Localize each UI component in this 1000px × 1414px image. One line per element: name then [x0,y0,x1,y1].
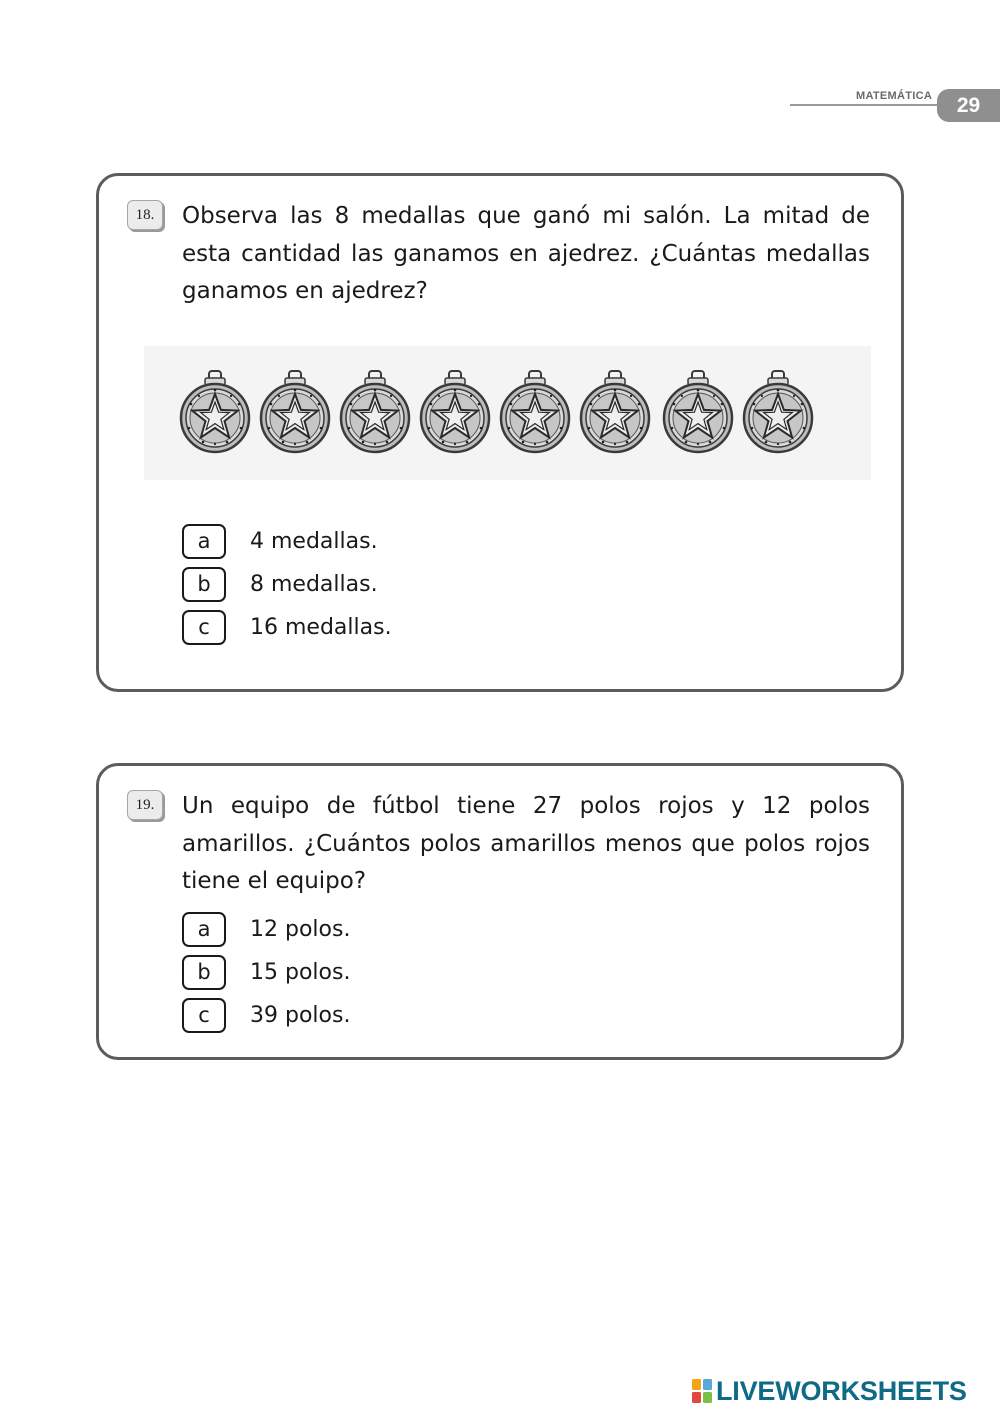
page-number: 29 [937,89,1000,122]
medal-icon [662,370,734,454]
option-letter-box[interactable]: b [182,567,226,602]
option-text: 15 polos. [250,960,351,985]
question-19-card [96,763,904,1060]
option-text: 39 polos. [250,1003,351,1028]
question-18-card [96,173,904,692]
liveworksheets-logo-icon [692,1379,712,1403]
option-text: 4 medallas. [250,529,378,554]
medal-icon [742,370,814,454]
option-text: 8 medallas. [250,572,378,597]
medal-icon [419,370,491,454]
option-letter-box[interactable]: c [182,998,226,1033]
option-letter-box[interactable]: b [182,955,226,990]
option-letter-box[interactable]: a [182,912,226,947]
question-number: 18. [127,200,163,230]
option-text: 12 polos. [250,917,351,942]
option-text: 16 medallas. [250,615,392,640]
medal-icon [579,370,651,454]
question-text: Un equipo de fútbol tiene 27 polos rojos y 12 polos amarillos. ¿Cuántos polos amarillos menos que polos rojos tiene el equipo? [182,793,870,894]
medal-icon [179,370,251,454]
question-number: 19. [127,790,163,820]
medal-icon [259,370,331,454]
option-letter-box[interactable]: c [182,610,226,645]
medal-icon [339,370,411,454]
medal-icon [499,370,571,454]
question-text: Observa las 8 medallas que ganó mi salón. La mitad de esta cantidad las ganamos en ajedrez. ¿Cuántas medallas ganamos en ajedrez? [182,203,870,304]
brand-footer[interactable] [692,1376,967,1406]
option-letter-box[interactable]: a [182,524,226,559]
header-rule [790,104,950,106]
subject-label: MATEMÁTICA [856,90,933,102]
medals-figure [144,346,871,480]
brand-name: LIVEWORKSHEETS [716,1375,967,1406]
